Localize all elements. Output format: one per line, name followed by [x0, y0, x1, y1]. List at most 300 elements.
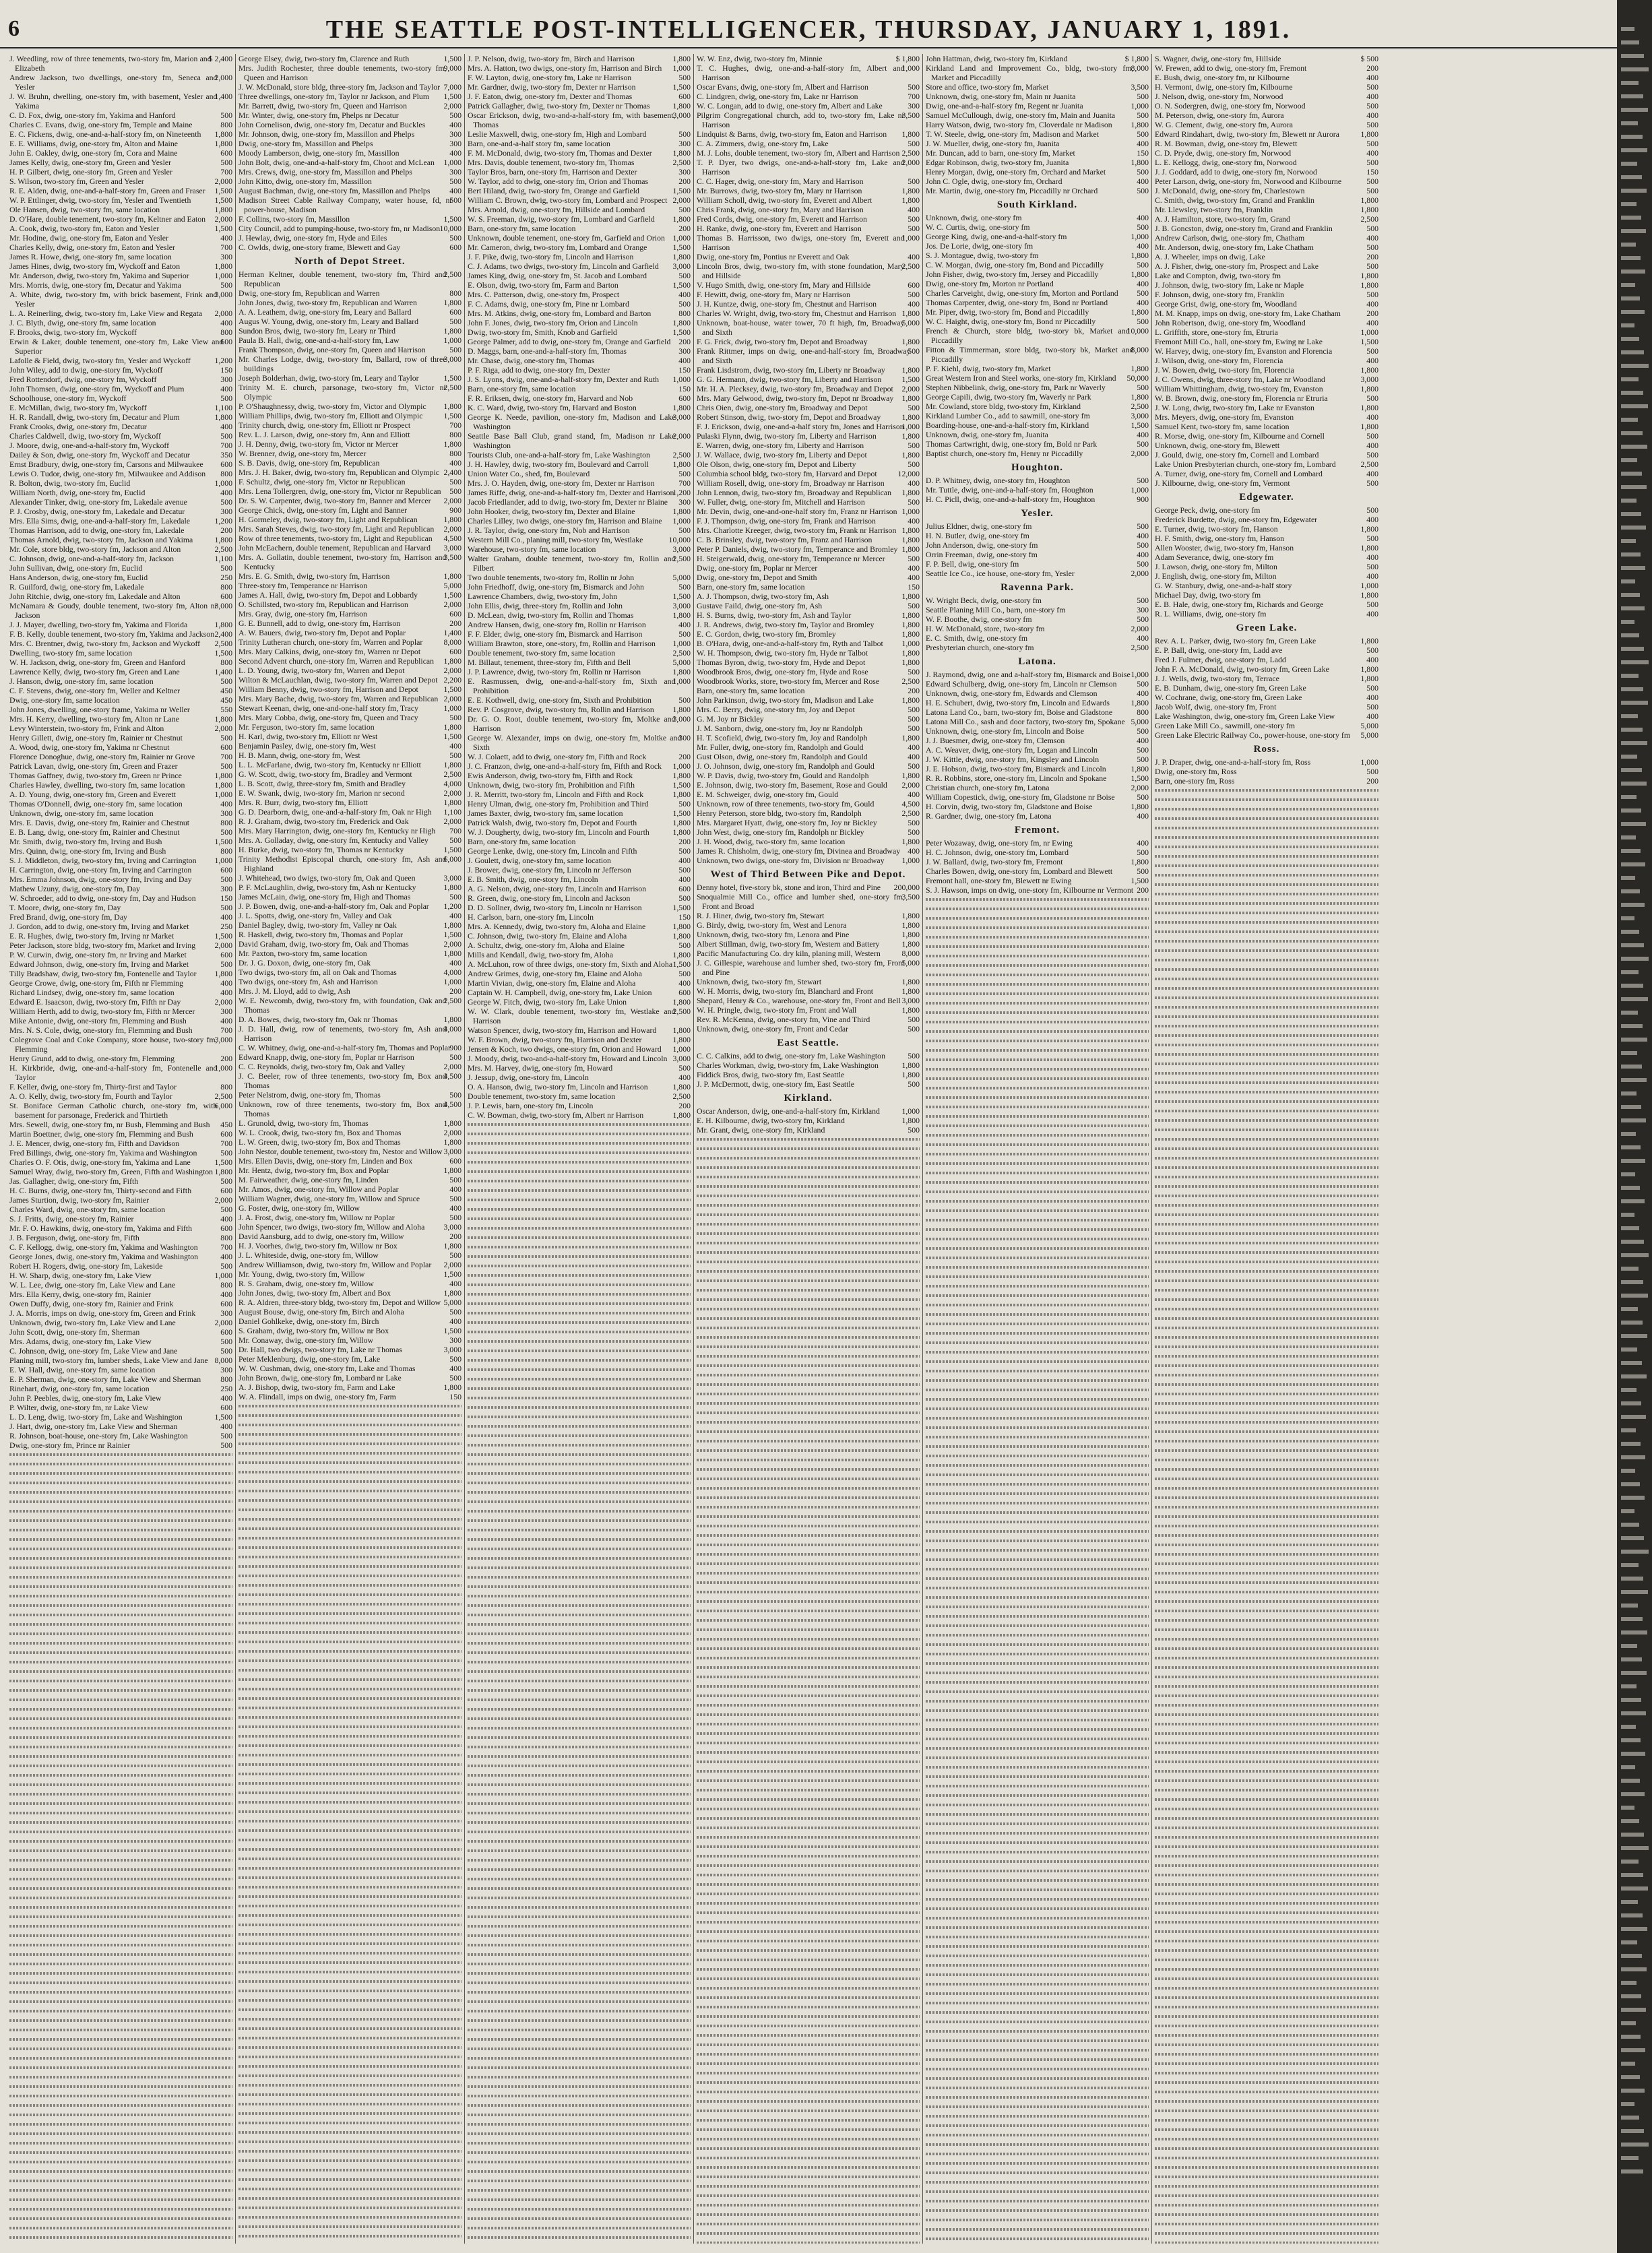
permit-description: F. J. Thompson, dwig, one-story fm, Frank and Harrison [697, 516, 876, 526]
permit-description: Mr. Cameron, dwig, two-story fm, Lombard and Orange [468, 243, 647, 252]
text-line [697, 1587, 920, 1597]
text-line [1155, 1578, 1378, 1587]
permit-description: Alexander Tinker, dwig, one-story fm, Lakedale avenue [9, 497, 187, 507]
permit-amount: 2,000 [1131, 624, 1149, 633]
permit-description: L. L. McFarlane, dwig, two-story fm, Kentucky nr Elliott [239, 760, 421, 769]
permit-amount: 500 [908, 667, 920, 676]
permit-entry [9, 412, 232, 422]
permit-description: C. Owlds, dwig, one-story frame, Blewett and Gay [239, 243, 401, 252]
permit-entry [239, 1184, 462, 1194]
edge-text-line [1621, 108, 1648, 112]
permit-entry [9, 384, 232, 393]
edge-text-line [1621, 1967, 1647, 1971]
permit-description: Barn, one-story fm, same location [697, 686, 805, 695]
permit-amount: 2,500 [901, 808, 920, 818]
text-line [468, 1403, 691, 1412]
permit-amount: 500 [678, 799, 691, 808]
permit-amount: 400 [908, 563, 920, 573]
edge-text-line [1621, 1536, 1644, 1540]
permit-description: Unknown, double tenement, one-story fm, Garfield and Orion [468, 233, 665, 243]
permit-amount: 1,500 [1131, 420, 1149, 430]
permit-amount: 1,800 [901, 129, 920, 139]
text-line [239, 2175, 462, 2184]
permit-amount: 300 [220, 375, 232, 384]
permit-amount: 1,800 [1131, 364, 1149, 373]
permit-amount: 300 [220, 884, 232, 893]
permit-entry [239, 373, 462, 383]
text-line [468, 1195, 691, 1205]
edge-text-line [1621, 1253, 1649, 1257]
permit-amount: 700 [220, 1242, 232, 1252]
permit-description: J. H. Denny, dwig, two-story fm, Victor nr Mercer [239, 439, 399, 449]
permit-description: Daniel Gohlkeke, dwig, one-story fm, Birch [239, 1316, 379, 1326]
permit-entry [239, 307, 462, 317]
permit-description: Moody Lamberson, dwig, one-story fm, Massillon [239, 148, 400, 158]
permit-description: J. R. Merritt, two-story fm, Lincoln and Fifth and Rock [468, 790, 644, 799]
text-line [1155, 993, 1378, 1003]
permit-entry [926, 326, 1149, 345]
text-line [926, 1772, 1149, 1781]
text-line [926, 1178, 1149, 1187]
permit-description: F. F. Elder, dwig, one-story fm, Bismarck and Harrison [468, 629, 643, 639]
permit-entry [9, 601, 232, 620]
permit-description: J. M. Sanborn, dwig, one-story fm, Joy nr Randolph [697, 724, 863, 733]
permit-amount: 400 [1137, 736, 1149, 745]
text-line [239, 2203, 462, 2213]
text-line [697, 1248, 920, 1257]
permit-entry [697, 920, 920, 930]
text-line [9, 2242, 232, 2244]
text-line [9, 1620, 232, 1629]
permit-amount: 200,000 [893, 883, 920, 892]
permit-entry [926, 298, 1149, 307]
permit-entry [9, 148, 232, 158]
permit-description: Gustave Faild, dwig, one-story fm, Ash [697, 601, 823, 610]
text-line [926, 2093, 1149, 2102]
permit-description: R. J. Graham, dwig, two-story fm, Frederick and Oak [239, 817, 409, 826]
permit-amount: 500 [678, 941, 691, 950]
edge-text-line [1621, 1240, 1644, 1244]
section-heading: East Seattle. [777, 1038, 839, 1048]
permit-entry [9, 667, 232, 676]
permit-description: Mrs. A. Gollatin, double tenement, two-story fm, Harrison and Kentucky [239, 552, 447, 571]
permit-entry [926, 373, 1149, 383]
text-line [926, 1866, 1149, 1876]
edge-text-line [1621, 970, 1639, 974]
permit-entry [468, 1101, 691, 1110]
permit-entry [9, 1139, 232, 1148]
permit-entry [239, 1222, 462, 1232]
permit-description: J. J. Buesmer, dwig, one-story fm, Clemson [926, 736, 1065, 745]
text-line [697, 2031, 920, 2040]
permit-amount: 5,000 [672, 658, 691, 667]
permit-entry [1155, 412, 1378, 422]
text-column-3 [465, 54, 694, 2244]
text-line [1155, 1427, 1378, 1436]
text-line [468, 1997, 691, 2006]
text-line [9, 1714, 232, 1723]
text-line [697, 2116, 920, 2125]
permit-description: W. G. Clement, dwig, one-story fm, Aurora [1155, 120, 1293, 129]
text-line [697, 1427, 920, 1436]
permit-description: H. Corvin, dwig, two-story fm, Gladstone and Boise [926, 802, 1093, 811]
text-line [239, 1807, 462, 1816]
text-column-1 [7, 54, 236, 2244]
permit-description: Rinehart, dwig, one-story fm, same location [9, 1384, 150, 1393]
edge-text-line [1621, 1940, 1637, 1944]
permit-amount: 1,800 [672, 1082, 691, 1091]
permit-description: John Wiley, add to dwig, one-story fm, Wyckoff [9, 365, 163, 375]
permit-amount: 500 [1137, 866, 1149, 876]
edge-text-line [1621, 1913, 1643, 1917]
permit-entry [926, 110, 1149, 120]
text-line [239, 1515, 462, 1524]
permit-amount: 400 [1137, 689, 1149, 698]
edge-text-line [1621, 1886, 1648, 1891]
permit-entry [239, 1118, 462, 1128]
permit-description: A. Turner, dwig, one-story fm, Cornell and Lombard [1155, 469, 1323, 478]
permit-amount: 400 [1366, 552, 1378, 562]
continued-text-lines [468, 1120, 691, 2244]
text-line [239, 1986, 462, 1996]
permit-amount: 400 [1366, 441, 1378, 450]
permit-entry [926, 129, 1149, 139]
text-line [926, 2140, 1149, 2149]
edge-text-line [1621, 1954, 1642, 1958]
permit-entry [1155, 205, 1378, 214]
edge-text-line [1621, 1024, 1643, 1028]
permit-amount: 1,500 [214, 931, 232, 941]
edge-text-line [1621, 606, 1645, 610]
permit-entry [9, 1091, 232, 1101]
text-line [468, 1771, 691, 1780]
permit-description: Allen Wooster, dwig, two-story fm, Hanson [1155, 543, 1294, 552]
permit-amount: 3,000 [214, 1035, 232, 1044]
permit-description: George W. Fitch, dwig, two-story fm, Lake Union [468, 997, 627, 1007]
permit-amount: 3,000 [672, 601, 691, 610]
permit-entry [697, 158, 920, 177]
permit-entry [9, 337, 232, 356]
permit-entry [697, 883, 920, 892]
permit-description: Mrs. Margaret Hyatt, dwig, one-story fm, Joy nr Bickley [697, 818, 877, 827]
permit-amount: 2,500 [901, 676, 920, 686]
text-line [1155, 2219, 1378, 2229]
permit-description: Mr. Cole, store bldg, two-story fm, Jackson and Alton [9, 544, 181, 554]
edge-text-line [1621, 1213, 1634, 1217]
permit-entry [468, 978, 691, 988]
permit-entry [926, 521, 1149, 531]
permit-amount: 600 [449, 307, 462, 317]
permit-amount: 2,000 [443, 1062, 462, 1071]
permit-entry [1155, 711, 1378, 721]
text-line [9, 2091, 232, 2101]
edge-text-line [1621, 1307, 1638, 1311]
permit-amount: 1,400 [214, 667, 232, 676]
permit-description: Bert Hiland, dwig, two-story fm, Orange and Garfield [468, 186, 639, 195]
permit-entry [9, 573, 232, 582]
text-line [697, 1672, 920, 1682]
text-column-5 [923, 54, 1152, 2244]
permit-entry [697, 1116, 920, 1125]
edge-text-line [1621, 377, 1639, 381]
text-line [468, 1525, 691, 1535]
text-line [9, 1535, 232, 1544]
permit-entry [697, 54, 920, 63]
permit-entry [239, 345, 462, 354]
permit-amount: 8,000 [214, 1356, 232, 1365]
permit-description: William Benny, dwig, two-story fm, Harrison and Depot [239, 685, 418, 694]
permit-entry [697, 1024, 920, 1034]
text-line [697, 2087, 920, 2097]
permit-amount: 1,000 [214, 271, 232, 280]
permit-amount: 1,500 [672, 808, 691, 818]
permit-amount: 1,000 [1360, 581, 1378, 590]
text-line [926, 1366, 1149, 1376]
permit-entry [926, 569, 1149, 578]
permit-description: Barn, one-story fm, same location [468, 224, 576, 233]
permit-entry [1155, 375, 1378, 384]
permit-amount: 600 [220, 1403, 232, 1412]
permit-description: H. C. Johnson, dwig, one-story fm, Lombard [926, 848, 1069, 857]
text-line [926, 1083, 1149, 1093]
text-line [9, 1723, 232, 1733]
permit-entry [9, 507, 232, 516]
permit-description: J. E. Mencer, dwig, one-story fm, Fifth and Davidson [9, 1139, 180, 1148]
permit-entry [468, 205, 691, 214]
permit-description: W. Harvey, dwig, one-story fm, Evanston and Florencia [1155, 346, 1333, 356]
text-line [926, 1310, 1149, 1319]
permit-amount: 1,800 [214, 780, 232, 790]
permit-entry [9, 1422, 232, 1431]
permit-description: J. P. McDermott, dwig, one-story fm, East Seattle [697, 1079, 854, 1089]
permit-entry [239, 618, 462, 628]
permit-entry [468, 54, 691, 63]
permit-entry [9, 865, 232, 875]
text-line [926, 1781, 1149, 1791]
permit-entry [1155, 562, 1378, 571]
permit-description: John P. Peebles, dwig, one-story fm, Lake View [9, 1393, 162, 1403]
text-line [926, 1065, 1149, 1074]
text-line [697, 1833, 920, 1842]
text-line [468, 1827, 691, 1837]
permit-entry [468, 327, 691, 337]
permit-amount: 500 [908, 459, 920, 469]
permit-entry [697, 92, 920, 101]
permit-amount: 800 [220, 469, 232, 478]
permit-amount: 300 [678, 139, 691, 148]
permit-description: Row of three tenements, two-story fm, Light and Republican [239, 534, 433, 543]
permit-entry [9, 799, 232, 808]
permit-description: S. Wagner, dwig, one-story fm, Hillside [1155, 54, 1281, 63]
text-line [239, 2147, 462, 2156]
permit-amount: 400 [1137, 139, 1149, 148]
permit-amount: 500 [678, 526, 691, 535]
text-line [239, 1411, 462, 1420]
permit-amount: 800 [449, 449, 462, 458]
text-line [468, 1705, 691, 1714]
permit-amount: 500 [220, 761, 232, 771]
text-line [697, 2134, 920, 2144]
permit-description: Two double tenements, two-story fm, Rollin nr John [468, 573, 635, 582]
permit-amount: 200 [449, 618, 462, 628]
permit-entry [697, 949, 920, 958]
edge-text-line [1621, 1819, 1639, 1823]
text-line [926, 895, 1149, 904]
permit-entry [468, 931, 691, 941]
permit-entry [9, 639, 232, 648]
permit-amount: 1,800 [901, 1005, 920, 1015]
permit-description: McNamara & Goudy, double tenement, two-story fm, Alton nr Jackson [9, 601, 218, 620]
edge-text-line [1621, 741, 1647, 745]
text-line [697, 2012, 920, 2021]
permit-amount: 150 [678, 912, 691, 922]
text-line [468, 2129, 691, 2138]
permit-description: Mr. Charles Lodge, dwig, two-story fm, Ballard, row of three buildings [239, 354, 447, 373]
permit-entry [697, 554, 920, 563]
permit-entry [697, 601, 920, 610]
permit-entry [1155, 365, 1378, 375]
permit-description: J. C. Gillespie, warehouse and lumber shed, two-story fm, Front and Pine [697, 958, 905, 977]
permit-amount: 2,500 [1360, 459, 1378, 469]
permit-amount: 500 [678, 865, 691, 875]
permit-amount: 500 [1137, 848, 1149, 857]
text-line [697, 1785, 920, 1795]
text-line [926, 1027, 1149, 1036]
permit-entry [468, 544, 691, 554]
permit-description: Pulaski Flynn, dwig, two-story fm, Liberty and Harrison [697, 431, 877, 441]
permit-description: Walter Graham, double tenement, two-story fm, Rollin and Filbert [468, 554, 676, 573]
text-line [9, 1469, 232, 1478]
permit-description: City Council, add to pumping-house, two-story fm, nr Madison [239, 224, 441, 233]
permit-description: Augus W. Young, dwig, one-story fm, Leary and Ballard [239, 317, 419, 326]
permit-entry [926, 92, 1149, 101]
edge-text-line [1621, 876, 1635, 880]
text-line [468, 1865, 691, 1874]
edge-text-line [1621, 2035, 1641, 2039]
permit-description: C. D. Fox, dwig, one-story fm, Yakima and Hanford [9, 110, 176, 120]
permit-description: William Rosell, dwig, one-story fm, Broadway nr Harrison [697, 478, 885, 488]
text-line [1155, 1804, 1378, 1814]
text-line [926, 1885, 1149, 1895]
permit-amount: 1,800 [901, 911, 920, 920]
text-line [697, 1436, 920, 1446]
permit-amount: 2,000 [443, 817, 462, 826]
text-line [468, 1940, 691, 1950]
permit-amount: 800 [220, 846, 232, 856]
permit-amount: 1,800 [672, 997, 691, 1007]
text-line [1155, 1917, 1378, 1927]
edge-text-line [1621, 40, 1639, 44]
text-line [1155, 1201, 1378, 1210]
text-line [926, 1791, 1149, 1800]
text-line [1155, 955, 1378, 965]
permit-amount: 1,500 [214, 195, 232, 205]
permit-description: Benjamin Pasley, dwig, one-story fm, West [239, 741, 376, 751]
permit-entry [926, 392, 1149, 402]
text-line [926, 1819, 1149, 1829]
permit-amount: 300 [449, 129, 462, 139]
permit-amount: 500 [908, 290, 920, 299]
permit-description: Peter Jackson, store bldg, two-story fm, Market and Irving [9, 941, 196, 950]
text-line [697, 1399, 920, 1408]
permit-entry [239, 543, 462, 552]
permit-amount: 1,800 [443, 1288, 462, 1298]
permit-entry [239, 515, 462, 524]
text-line [468, 2204, 691, 2214]
permit-description: John Parkinson, dwig, two-story fm, Madison and Lake [697, 695, 874, 705]
permit-description: Frank Crooks, dwig, one-story fm, Decatur [9, 422, 147, 431]
permit-amount: 500 [449, 713, 462, 722]
text-line [697, 1644, 920, 1653]
permit-entry [239, 760, 462, 769]
permit-entry [697, 592, 920, 601]
permit-entry [239, 1326, 462, 1335]
permit-entry [1155, 645, 1378, 655]
permit-entry [9, 714, 232, 724]
permit-description: Green Lake Mill Co., sawmill, one-story fm [1155, 721, 1296, 730]
text-line [697, 1229, 920, 1238]
permit-amount: 1,800 [901, 939, 920, 949]
permit-entry [697, 658, 920, 667]
permit-description: Patrick Walsh, dwig, two-story fm, Depot and Fourth [468, 818, 637, 827]
permit-description: Mr. Anderson, dwig, two-story fm, Yakima and Superior [9, 271, 189, 280]
permit-description: John C. Ogle, dwig, one-story fm, Orchard [926, 177, 1062, 186]
permit-description: Mrs. Sewell, dwig, one-story fm, nr Bush, Flemming and Bush [9, 1120, 210, 1129]
text-line [9, 1978, 232, 1988]
text-line [926, 1583, 1149, 1593]
edge-text-line [1621, 499, 1637, 503]
permit-amount: 600 [220, 950, 232, 959]
permit-entry [697, 856, 920, 865]
permit-entry [697, 799, 920, 808]
permit-amount: 1,500 [214, 1412, 232, 1422]
permit-amount: 1,800 [443, 656, 462, 666]
permit-amount: 150 [220, 893, 232, 903]
permit-entry [239, 703, 462, 713]
text-line [468, 1148, 691, 1157]
permit-entry [239, 977, 462, 986]
text-line [926, 1621, 1149, 1630]
text-line [697, 1370, 920, 1380]
permit-entry [9, 252, 232, 261]
permit-description: H. Ranke, dwig, one-story fm, Everett and Harrison [697, 224, 862, 233]
permit-amount: 1,800 [672, 705, 691, 714]
permit-description: Lindquist & Barns, dwig, two-story fm, Eaton and Harrison [697, 129, 887, 139]
permit-description: A. A. Leathem, dwig, one-story fm, Leary and Ballard [239, 307, 412, 317]
text-line [9, 1639, 232, 1648]
permit-entry [9, 988, 232, 997]
permit-description: Trinity Lutheran church, one-story fm, Warren and Poplar [239, 637, 423, 647]
permit-description: Frank Rittmer, imps on dwig, one-and-half-story fm, Broadway and Sixth [697, 346, 911, 365]
text-line [468, 2025, 691, 2035]
permit-entry [239, 534, 462, 543]
text-line [697, 1710, 920, 1719]
permit-description: R. E. Alden, dwig, one-and-a-half-story fm, Green and Fraser [9, 186, 205, 195]
permit-description: William Herth, add to dwig, two-story fm, Fifth nr Mercer [9, 1007, 195, 1016]
permit-entry [468, 412, 691, 431]
permit-amount: 1,800 [672, 827, 691, 837]
permit-description: W. E. Newcomb, dwig, two-story fm, with foundation, Oak and Thomas [239, 996, 447, 1015]
permit-entry [9, 120, 232, 129]
text-line [926, 2036, 1149, 2045]
permit-amount: 500 [449, 345, 462, 354]
permit-amount: 400 [1137, 633, 1149, 643]
permit-amount: 700 [220, 243, 232, 252]
permit-entry [468, 658, 691, 667]
permit-description: J. Goulett, dwig, one-story fm, same location [468, 856, 611, 865]
permit-entry [468, 214, 691, 224]
permit-entry [239, 54, 462, 63]
